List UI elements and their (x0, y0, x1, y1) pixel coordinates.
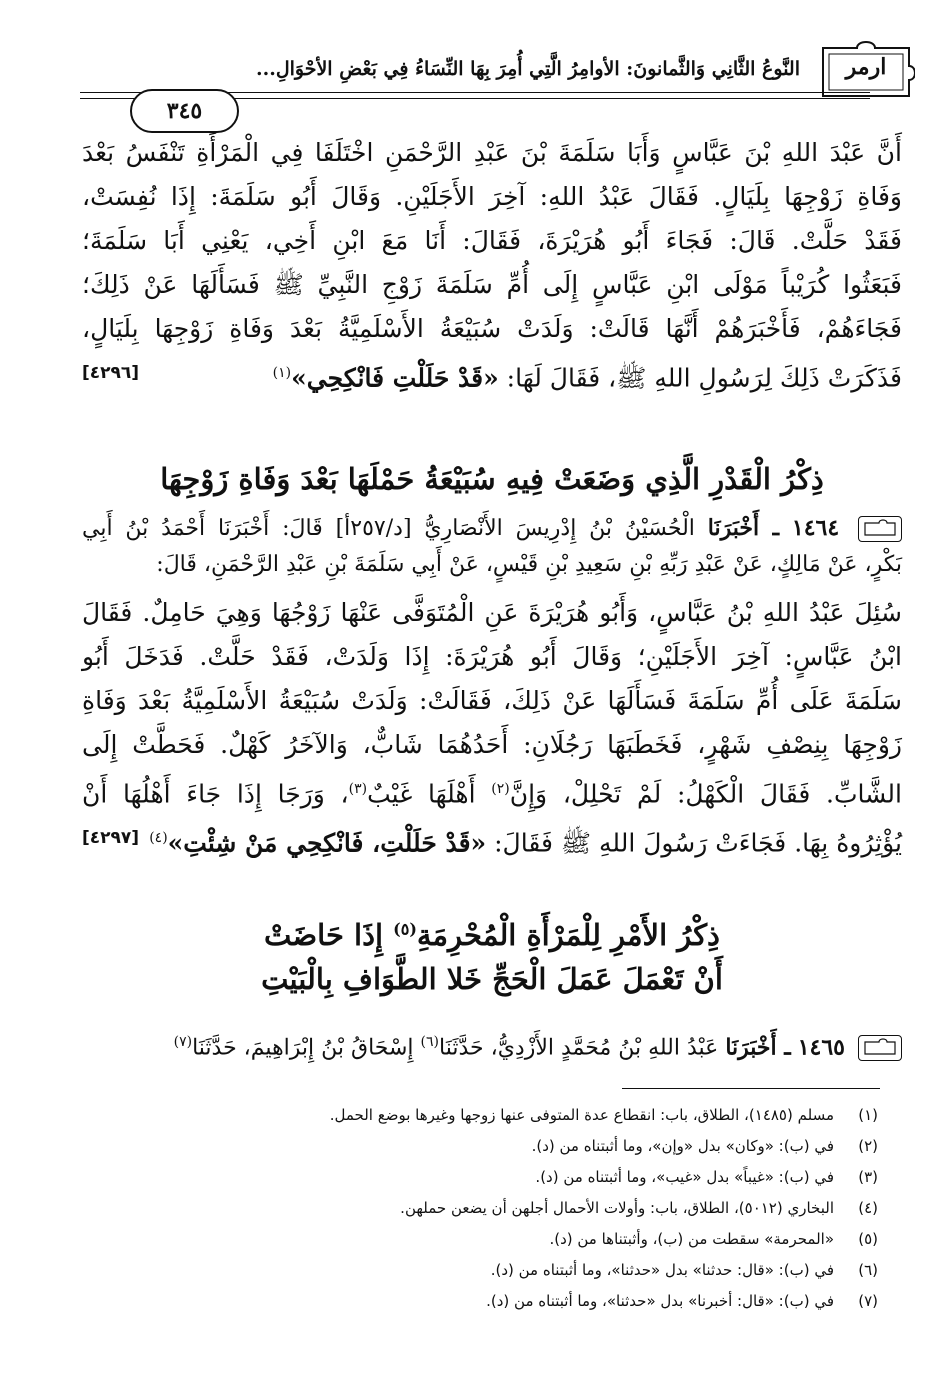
footnote-marker: (٣) (348, 781, 368, 797)
akhbarana-label: ـ أَخْبَرَنَا (707, 515, 780, 541)
footnote-number: (٤) (858, 1199, 878, 1217)
text-run: فَذَكَرَتْ ذَلِكَ لِرَسُولِ اللهِ ﷺ، فَقَالَ لَهَا: (498, 363, 902, 393)
hadith-number: ١٤٦٥ (797, 1034, 845, 1061)
running-title: النَّوعُ الثَّانِي وَالثَّمانونَ: الأوامِرُ الَّتِي أُمِرَ بِهَا النِّسَاءُ فِي بَعْضِ الأحْوَالِ... (255, 58, 800, 80)
isnad-text: إِسْحَاقُ بْنُ إِبْرَاهِيمَ، حَدَّثَنَا (192, 1035, 421, 1061)
prophet-quote: «قَدْ حَلَلْتِ، فَانْكِحِي مَنْ شِئْتِ» (167, 828, 487, 858)
isnad-line: بَكْرٍ، عَنْ مَالِكٍ، عَنْ عَبْدِ رَبِّهِ بْنِ سَعِيدِ بْنِ قَيْسٍ، عَنْ أَبِي سَلَمَةَ بْنِ عَبْدِ الرَّحْمَنِ، قَالَ: (156, 552, 902, 577)
footnote-text: في (ب): «قال: أخبرنا» بدل «حدثنا»، وما أثبتناه من (د). (486, 1292, 834, 1310)
footnote-number: (٧) (858, 1292, 878, 1310)
text-line: سُئِلَ عَبْدُ اللهِ بْنُ عَبَّاسٍ، وَأَبُو هُرَيْرَةَ عَنِ الْمُتَوَفَّى عَنْهَا زَوْجُهَا وَهِيَ حَامِلٌ. فَقَالَ (82, 598, 902, 627)
footnote-text: في (ب): «قال: حدثنا» بدل «حدثنا»، وما أثبتناه من (د). (490, 1261, 834, 1279)
page-header (60, 40, 915, 125)
logo-text: ارمر (845, 54, 887, 80)
chapter-heading-line2: أَنْ تَعْمَلَ عَمَلَ الْحَجِّ خَلا الطَّوَافِ بِالْبَيْتِ (261, 962, 723, 996)
footnote-marker: (٤) (149, 830, 168, 847)
text-line: فَبَعَثُوا كُرَيْباً مَوْلَى ابْنِ عَبَّاسٍ إِلَى أُمِّ سَلَمَةَ زَوْجِ النَّبِيِّ ﷺ فَسَأَلَهَا عَنْ ذَلِكَ؛ (82, 270, 902, 299)
hadith-reference: [٤٢٩٧] (82, 828, 140, 849)
akhbarana-label: ـ أَخْبَرَنَا (725, 1034, 791, 1061)
footnote (130, 1100, 878, 1131)
text-run: الشَّابِّ. فَقَالَ الْكَهْلُ: لَمْ تَحْلِلْ، وَإِنَّ (509, 779, 902, 809)
paragraph-continuation (82, 131, 902, 400)
prophet-quote: «قَدْ حَلَلْتِ فَانْكِحِي» (291, 363, 499, 393)
text-run: ، وَرَجَا إِذَا جَاءَ أَهْلُهَا أَنْ (82, 779, 349, 809)
text-line: وَفَاةِ زَوْجِهَا بِلَيَالٍ. فَقَالَ عَبْدُ اللهِ: آخِرَ الأَجَلَيْنِ. وَقَالَ أَبُو سَلَمَةَ: إِذَا نُفِسَتْ، (82, 182, 902, 211)
footnote-number: (٥) (858, 1230, 878, 1248)
heading-text: إِذَا حَاضَتْ (264, 918, 394, 952)
text-line (82, 767, 902, 816)
text-line: سَلَمَةَ عَلَى أُمِّ سَلَمَةَ فَسَأَلَهَا عَنْ ذَلِكَ، فَقَالَتْ: وَلَدَتْ سُبَيْعَةُ الأَسْلَمِيَّةُ بَعْدَ وَفَاةِ (82, 686, 902, 715)
text-run: أَهْلَهَا غَيْبٌ (367, 779, 492, 809)
footnote-number: (٦) (858, 1261, 878, 1279)
footnote-marker: (١) (272, 365, 292, 381)
hadith-1464 (82, 510, 902, 866)
footnote-text: في (ب): «غيباً» بدل «غيب»، وما أثبتناه من (د). (535, 1168, 834, 1186)
footnote-marker: (٧) (173, 1034, 193, 1050)
text-line: فَقَدْ حَلَّتْ. قَالَ: فَجَاءَ أَبُو هُرَيْرَةَ، فَقَالَ: أَنَا مَعَ ابْنِ أَخِي، يَعْنِي أَبَا سَلَمَةَ؛ (82, 226, 902, 255)
text-line: ابْنُ عَبَّاسٍ: آخِرَ الأَجَلَيْنِ؛ وَقَالَ أَبُو هُرَيْرَةَ: إِذَا وَلَدَتْ، فَقَدْ حَلَّتْ. فَدَخَلَ أَبُو (82, 642, 902, 671)
footnote-marker: (٥) (393, 919, 417, 939)
footnote (130, 1162, 878, 1193)
footnote-text: في (ب): «وكان» بدل «وإن»، وما أثبتناه من (د). (531, 1137, 834, 1155)
text-line: أَنَّ عَبْدَ اللهِ بْنَ عَبَّاسٍ وَأَبَا سَلَمَةَ بْنَ عَبْدِ الرَّحْمَنِ اخْتَلَفَا فِي الْمَرْأَةِ تَنْفَسُ بَعْدَ (82, 138, 902, 167)
footnote-text: مسلم (١٤٨٥)، الطلاق، باب: انقطاع عدة المتوفى عنها زوجها وغيرها بوضع الحمل. (329, 1106, 834, 1124)
footnote-text: البخاري (٥٠١٢)، الطلاق، باب: وأولات الأحمال أجلهن أن يضعن حملهن. (400, 1199, 834, 1217)
heading-text: ذِكْرُ الأَمْرِ لِلْمَرْأَةِ الْمُحْرِمَةِ (416, 918, 720, 952)
hadith-reference: [٤٢٩٦] (82, 363, 140, 383)
isnad-line (82, 1024, 902, 1066)
footnotes (130, 1100, 878, 1317)
hadith-number: ١٤٦٤ (791, 515, 840, 541)
footnote (130, 1286, 878, 1317)
footnote-number: (٣) (858, 1168, 878, 1186)
footnote (130, 1224, 878, 1255)
chapter-heading: ذِكْرُ الْقَدْرِ الَّذِي وَضَعَتْ فِيهِ سُبَيْعَةُ حَمْلَهَا بَعْدَ وَفَاةِ زَوْجِهَا (160, 462, 824, 496)
text-line: زَوْجِهَا بِنِصْفِ شَهْرٍ، فَخَطَبَهَا رَجُلَانِ: أَحَدُهُمَا شَابٌّ، وَالآخَرُ كَهْلٌ. فَحَطَّتْ إِلَى (82, 730, 902, 759)
text-line: فَجَاءَهُمْ، فَأَخْبَرَهُمْ أَنَّهَا قَالَتْ: وَلَدَتْ سُبَيْعَةُ الأَسْلَمِيَّةُ بَعْدَ وَفَاةِ زَوْجِهَا بِلَيَالٍ، (82, 314, 902, 343)
text-run: يُؤْثِرُوهُ بِهَا. فَجَاءَتْ رَسُولَ اللهِ ﷺ فَقَالَ: (486, 828, 902, 858)
footnote (130, 1131, 878, 1162)
isnad-text: عَبْدُ اللهِ بْنُ مُحَمَّدٍ الأَزْدِيُّ، حَدَّثَنَا (439, 1035, 719, 1061)
footnote-text: «المحرمة» سقطت من (ب)، وأثبتناها من (د). (549, 1230, 834, 1248)
page-number: ٣٤٥ (130, 89, 239, 133)
footnote-marker: (٦) (420, 1034, 439, 1050)
footnote-number: (١) (858, 1106, 878, 1124)
isnad-line (82, 510, 902, 547)
hadith-badge-icon (858, 516, 902, 542)
isnad-text: الْحُسَيْنُ بْنُ إِدْرِيسَ الأَنْصَارِيُّ [د/٢٥٧أ] قَالَ: أَخْبَرَنَا أَحْمَدُ بْنُ أَبِي (82, 516, 695, 541)
hadith-badge-icon (858, 1035, 902, 1061)
footnote (130, 1193, 878, 1224)
footnote-separator (622, 1088, 880, 1089)
section-logo (817, 40, 915, 102)
footnote (130, 1255, 878, 1286)
footnote-marker: (٢) (491, 781, 510, 797)
text-line (82, 351, 902, 400)
footnote-number: (٢) (858, 1137, 878, 1155)
text-line (82, 816, 902, 865)
hadith-1465 (82, 1024, 902, 1066)
chapter-heading (82, 918, 902, 952)
